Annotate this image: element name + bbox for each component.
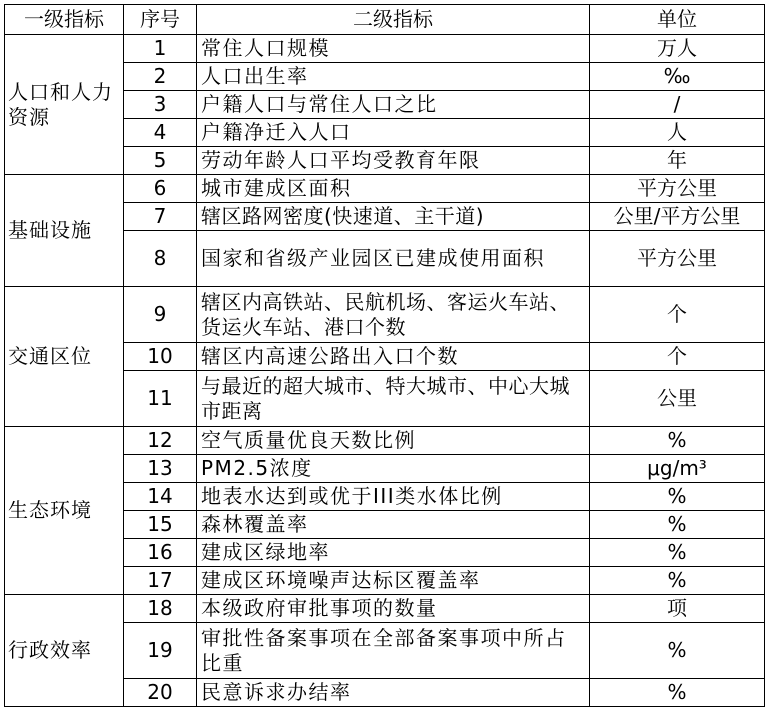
index-cell: 10 (124, 343, 197, 371)
header-unit: 单位 (590, 5, 765, 35)
category-cell: 基础设施 (5, 175, 124, 287)
header-indicator: 二级指标 (197, 5, 590, 35)
index-cell: 5 (124, 147, 197, 175)
index-cell: 11 (124, 371, 197, 427)
indicator-cell: 审批性备案事项在全部备案事项中所占比重 (197, 623, 590, 679)
unit-cell: % (590, 567, 765, 595)
indicator-cell: PM2.5浓度 (197, 455, 590, 483)
unit-cell: 个 (590, 287, 765, 343)
indicator-cell: 空气质量优良天数比例 (197, 427, 590, 455)
indicator-cell: 森林覆盖率 (197, 511, 590, 539)
unit-cell: % (590, 483, 765, 511)
indicator-cell: 建成区绿地率 (197, 539, 590, 567)
unit-cell: 人 (590, 119, 765, 147)
header-category: 一级指标 (5, 5, 124, 35)
unit-cell: μg/m³ (590, 455, 765, 483)
table-row (5, 35, 765, 63)
unit-cell: / (590, 91, 765, 119)
index-cell: 17 (124, 567, 197, 595)
index-cell: 8 (124, 231, 197, 287)
unit-cell: ‰ (590, 63, 765, 91)
indicator-cell: 与最近的超大城市、特大城市、中心大城市距离 (197, 371, 590, 427)
indicator-cell: 民意诉求办结率 (197, 679, 590, 707)
indicator-cell: 辖区内高速公路出入口个数 (197, 343, 590, 371)
index-cell: 3 (124, 91, 197, 119)
unit-cell: % (590, 679, 765, 707)
index-cell: 6 (124, 175, 197, 203)
unit-cell: 平方公里 (590, 231, 765, 287)
index-cell: 19 (124, 623, 197, 679)
index-cell: 9 (124, 287, 197, 343)
table-row (5, 595, 765, 623)
table-row (5, 287, 765, 343)
unit-cell: 公里/平方公里 (590, 203, 765, 231)
indicator-cell: 人口出生率 (197, 63, 590, 91)
indicator-cell: 国家和省级产业园区已建成使用面积 (197, 231, 590, 287)
unit-cell: 项 (590, 595, 765, 623)
indicator-cell: 建成区环境噪声达标区覆盖率 (197, 567, 590, 595)
table-row (5, 427, 765, 455)
indicator-cell: 本级政府审批事项的数量 (197, 595, 590, 623)
index-cell: 15 (124, 511, 197, 539)
indicator-cell: 辖区路网密度(快速道、主干道) (197, 203, 590, 231)
category-cell: 人口和人力资源 (5, 35, 124, 175)
unit-cell: % (590, 511, 765, 539)
unit-cell: 年 (590, 147, 765, 175)
indicator-cell: 辖区内高铁站、民航机场、客运火车站、货运火车站、港口个数 (197, 287, 590, 343)
index-cell: 16 (124, 539, 197, 567)
unit-cell: % (590, 539, 765, 567)
category-cell: 生态环境 (5, 427, 124, 595)
indicator-cell: 城市建成区面积 (197, 175, 590, 203)
unit-cell: 平方公里 (590, 175, 765, 203)
index-cell: 18 (124, 595, 197, 623)
unit-cell: 个 (590, 343, 765, 371)
category-cell: 交通区位 (5, 287, 124, 427)
index-cell: 12 (124, 427, 197, 455)
indicator-cell: 地表水达到或优于III类水体比例 (197, 483, 590, 511)
unit-cell: % (590, 623, 765, 679)
indicator-cell: 劳动年龄人口平均受教育年限 (197, 147, 590, 175)
index-cell: 20 (124, 679, 197, 707)
header-index: 序号 (124, 5, 197, 35)
header-row (5, 5, 765, 35)
index-cell: 13 (124, 455, 197, 483)
indicator-cell: 户籍净迁入人口 (197, 119, 590, 147)
unit-cell: 万人 (590, 35, 765, 63)
indicator-table (4, 4, 765, 707)
index-cell: 4 (124, 119, 197, 147)
index-cell: 1 (124, 35, 197, 63)
index-cell: 14 (124, 483, 197, 511)
index-cell: 7 (124, 203, 197, 231)
unit-cell: 公里 (590, 371, 765, 427)
indicator-cell: 常住人口规模 (197, 35, 590, 63)
indicator-cell: 户籍人口与常住人口之比 (197, 91, 590, 119)
category-cell: 行政效率 (5, 595, 124, 707)
index-cell: 2 (124, 63, 197, 91)
unit-cell: % (590, 427, 765, 455)
table-row (5, 175, 765, 203)
